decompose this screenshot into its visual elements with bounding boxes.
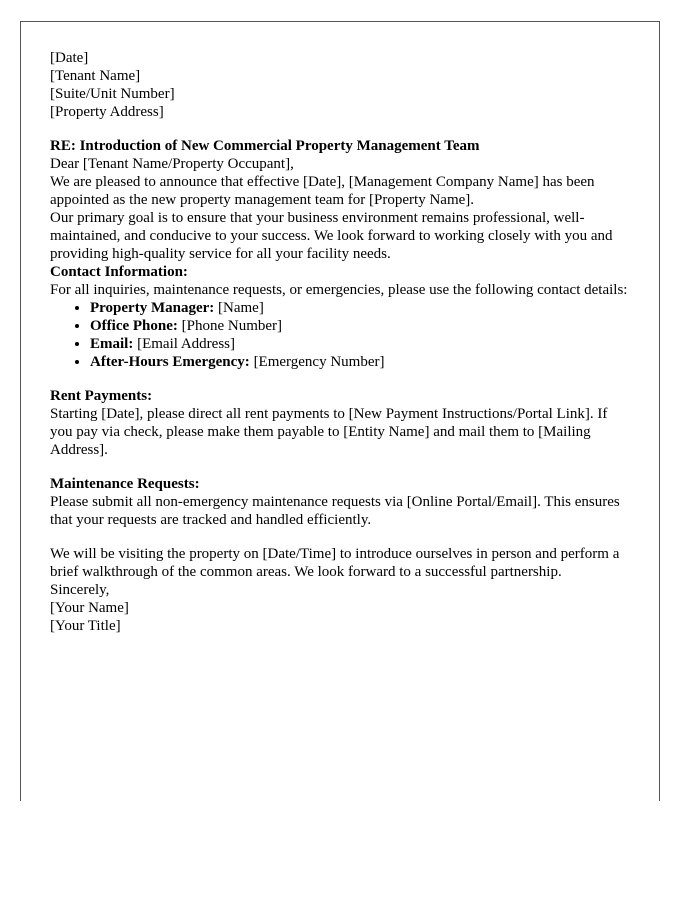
contact-heading: Contact Information:: [50, 264, 188, 280]
contact-item-office-phone: [90, 317, 633, 335]
contact-value: [Emergency Number]: [249, 354, 385, 370]
maintenance-heading: Maintenance Requests:: [50, 476, 200, 492]
goal-paragraph: Our primary goal is to ensure that your business environment remains professional, well-maintained, and conducive to your success. We look forward to working closely with you and providing high-quality service for all your facility needs.: [50, 210, 613, 262]
contact-value: [Email Address]: [133, 336, 235, 352]
letter-closing: Sincerely,: [50, 582, 110, 598]
contact-list: [50, 299, 633, 371]
signature-name: [Your Name]: [50, 600, 129, 616]
signature-title: [Your Title]: [50, 618, 121, 634]
contact-item-email: [90, 335, 633, 353]
contact-item-property-manager: [90, 299, 633, 317]
contact-label: Property Manager:: [90, 300, 215, 316]
letter-salutation: Dear [Tenant Name/Property Occupant],: [50, 156, 294, 172]
letter-subject: RE: Introduction of New Commercial Property Management Team: [50, 138, 480, 154]
contact-item-after-hours: [90, 353, 633, 371]
intro-paragraph: We are pleased to announce that effective [Date], [Management Company Name] has been appointed as the new property management team for [Property Name].: [50, 174, 595, 208]
rent-text: Starting [Date], please direct all rent payments to [New Payment Instructions/Portal Link]. If you pay via check, please make them payable to [Entity Name] and mail them to [Mailing Address].: [50, 406, 608, 458]
rent-section: [50, 387, 633, 459]
visit-paragraph: We will be visiting the property on [Date/Time] to introduce ourselves in person and perform a brief walkthrough of the common areas. We look forward to a successful partnership.: [50, 546, 620, 580]
contact-value: [Name]: [214, 300, 264, 316]
contact-label: After-Hours Emergency:: [90, 354, 250, 370]
contact-section: [50, 263, 633, 371]
signature-block: [50, 599, 633, 635]
maintenance-text: Please submit all non-emergency maintenance requests via [Online Portal/Email]. This ensures that your requests are tracked and handled efficiently.: [50, 494, 620, 528]
maintenance-section: [50, 475, 633, 529]
contact-value: [Phone Number]: [177, 318, 283, 334]
recipient-address: [Property Address]: [50, 104, 164, 120]
letter-date: [Date]: [50, 50, 89, 66]
recipient-name: [Tenant Name]: [50, 68, 141, 84]
contact-text: For all inquiries, maintenance requests, or emergencies, please use the following contact details:: [50, 282, 628, 298]
recipient-unit: [Suite/Unit Number]: [50, 86, 175, 102]
recipient-block: [50, 67, 633, 121]
contact-label: Office Phone:: [90, 318, 178, 334]
letter-page: [20, 21, 660, 801]
rent-heading: Rent Payments:: [50, 388, 153, 404]
contact-label: Email:: [90, 336, 134, 352]
